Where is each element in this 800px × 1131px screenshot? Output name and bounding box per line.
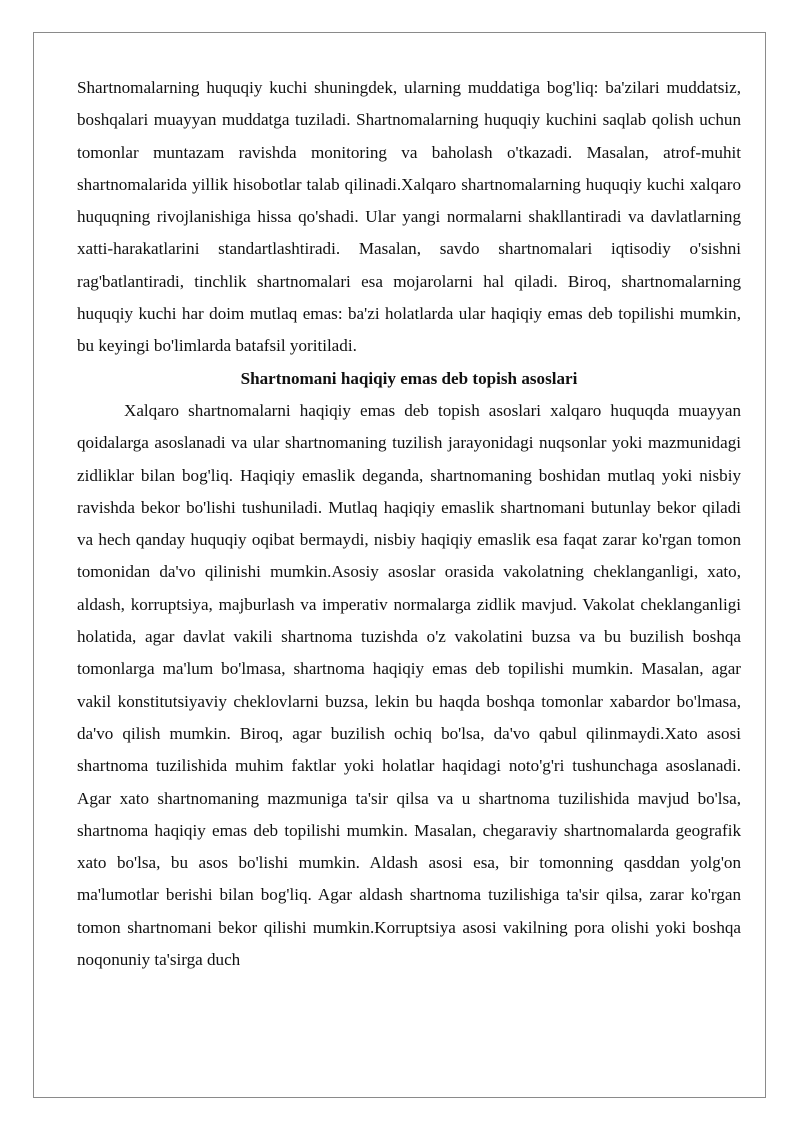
paragraph: Xalqaro shartnomalarni haqiqiy emas deb topish asoslari xalqaro huquqda muayyan qoidalarga asoslanadi va ular shartnomaning tuzilish jarayonidagi nuqsonlar yoki mazmunidagi zidliklar bilan bog'liq. Haqiqiy emaslik deganda, shartnomaning boshidan mutlaq yoki nisbiy ravishda bekor bo'lishi tushuniladi. Mutlaq haqiqiy emaslik shartnomani butunlay bekor qiladi va hech qanday huquqiy oqibat bermaydi, nisbiy haqiqiy emaslik esa faqat zarar ko'rgan tomon tomonidan da'vo qilinishi mumkin.Asosiy asoslar orasida vakolatning cheklanganligi, xato, aldash, korruptsiya, majburlash va imperativ normalarga zidlik mavjud. Vakolat cheklanganligi holatida, agar davlat vakili shartnoma tuzishda o'z vakolatini buzsa va bu buzilish boshqa tomonlarga ma'lum bo'lmasa, shartnoma haqiqiy emas deb topilishi mumkin. Masalan, agar vakil konstitutsiyaviy cheklovlarni buzsa, lekin bu haqda boshqa tomonlar xabardor bo'lmasa, da'vo qilish mumkin. Biroq, agar buzilish ochiq bo'lsa, da'vo qabul qilinmaydi.Xato asosi shartnoma tuzilishida muhim faktlar yoki holatlar haqidagi noto'g'ri tushunchaga asoslanadi. Agar xato shartnomaning mazmuniga ta'sir qilsa va u shartnoma tuzilishida mavjud bo'lsa, shartnoma haqiqiy emas deb topilishi mumkin. Masalan, chegaraviy shartnomalarda geografik xato bo'lsa, bu asos bo'lishi mumkin. Aldash asosi esa, bir tomonning qasddan yolg'on ma'lumotlar berishi bilan bog'liq. Agar aldash shartnoma tuzilishiga ta'sir qilsa, zarar ko'rgan tomon shartnomani bekor qilishi mumkin.Korruptsiya asosi vakilning pora olishi yoki boshqa noqonuniy ta'sirga duch xyxy=(77,400,741,970)
document-body xyxy=(77,72,741,976)
paragraph: Shartnomalarning huquqiy kuchi shuningdek, ularning muddatiga bog'liq: ba'zilari muddatsiz, boshqalari muayyan muddatga tuziladi. Shartnomalarning huquqiy kuchini saqlab qolish uchun tomonlar muntazam ravishda monitoring va baholash o'tkazadi. Masalan, atrof-muhit shartnomalarida yillik hisobotlar talab qilinadi.Xalqaro shartnomalarning huquqiy kuchi xalqaro huquqning rivojlanishiga hissa qo'shadi. Ular yangi normalarni shakllantiradi va davlatlarning xatti-harakatlarini standartlashtiradi. Masalan, savdo shartnomalari iqtisodiy o'sishni rag'batlantiradi, tinchlik shartnomalari esa mojarolarni hal qiladi. Biroq, shartnomalarning huquqiy kuchi har doim mutlaq emas: ba'zi holatlarda ular haqiqiy emas deb topilishi mumkin, bu keyingi bo'limlarda batafsil yoritiladi. xyxy=(77,78,741,356)
section-heading: Shartnomani haqiqiy emas deb topish asoslari xyxy=(240,368,578,388)
